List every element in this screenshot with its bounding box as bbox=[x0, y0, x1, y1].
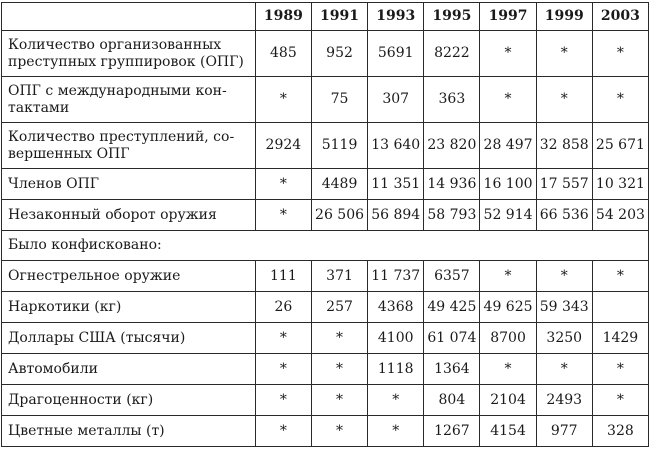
data-cell: 26 bbox=[255, 292, 311, 323]
table-row bbox=[2, 354, 649, 385]
data-cell: * bbox=[480, 354, 536, 385]
table-row bbox=[2, 385, 649, 416]
data-cell: 17 557 bbox=[536, 169, 592, 200]
data-cell: 61 074 bbox=[424, 323, 480, 354]
data-cell: * bbox=[311, 323, 367, 354]
data-cell: 363 bbox=[424, 77, 480, 123]
data-cell: 1429 bbox=[592, 323, 648, 354]
data-cell: 1364 bbox=[424, 354, 480, 385]
data-cell: * bbox=[255, 385, 311, 416]
year-header: 1997 bbox=[480, 3, 536, 31]
data-cell: 4154 bbox=[480, 416, 536, 447]
data-cell: 5119 bbox=[311, 123, 367, 169]
row-label: Количество организованных преступных группировок (ОПГ) bbox=[2, 31, 256, 77]
data-cell: 56 894 bbox=[368, 200, 424, 231]
row-label: Цветные металлы (т) bbox=[2, 416, 256, 447]
data-cell: * bbox=[592, 385, 648, 416]
data-cell: * bbox=[255, 354, 311, 385]
data-cell: * bbox=[255, 200, 311, 231]
data-cell: 32 858 bbox=[536, 123, 592, 169]
data-cell: 371 bbox=[311, 261, 367, 292]
data-cell: * bbox=[480, 77, 536, 123]
data-cell: * bbox=[536, 354, 592, 385]
table-row bbox=[2, 200, 649, 231]
data-cell: * bbox=[255, 169, 311, 200]
data-cell: 49 425 bbox=[424, 292, 480, 323]
year-header: 1993 bbox=[368, 3, 424, 31]
data-cell: 11 737 bbox=[368, 261, 424, 292]
data-cell: 16 100 bbox=[480, 169, 536, 200]
data-cell: 14 936 bbox=[424, 169, 480, 200]
data-cell: 26 506 bbox=[311, 200, 367, 231]
table-row bbox=[2, 77, 649, 123]
data-cell: 66 536 bbox=[536, 200, 592, 231]
data-cell: * bbox=[536, 261, 592, 292]
data-cell: 4489 bbox=[311, 169, 367, 200]
data-cell: 111 bbox=[255, 261, 311, 292]
data-cell: 49 625 bbox=[480, 292, 536, 323]
data-cell: 58 793 bbox=[424, 200, 480, 231]
data-cell: 1118 bbox=[368, 354, 424, 385]
data-cell: * bbox=[536, 31, 592, 77]
section-row bbox=[2, 231, 649, 261]
data-cell: * bbox=[480, 31, 536, 77]
document-page bbox=[0, 2, 650, 464]
table-row bbox=[2, 261, 649, 292]
data-cell: * bbox=[368, 416, 424, 447]
year-header: 1995 bbox=[424, 3, 480, 31]
data-cell: 2493 bbox=[536, 385, 592, 416]
row-label: Незаконный оборот оружия bbox=[2, 200, 256, 231]
data-cell: * bbox=[536, 77, 592, 123]
data-cell: 5691 bbox=[368, 31, 424, 77]
data-cell: * bbox=[592, 261, 648, 292]
data-cell: 804 bbox=[424, 385, 480, 416]
data-cell: * bbox=[592, 31, 648, 77]
data-cell: * bbox=[311, 416, 367, 447]
table-row bbox=[2, 123, 649, 169]
table-row bbox=[2, 169, 649, 200]
header-row bbox=[2, 3, 649, 31]
data-cell: 8222 bbox=[424, 31, 480, 77]
year-header: 1991 bbox=[311, 3, 367, 31]
data-cell: 23 820 bbox=[424, 123, 480, 169]
data-cell: 52 914 bbox=[480, 200, 536, 231]
data-cell: * bbox=[255, 77, 311, 123]
data-cell: * bbox=[480, 261, 536, 292]
data-cell: * bbox=[592, 354, 648, 385]
data-cell: 485 bbox=[255, 31, 311, 77]
data-cell: 4368 bbox=[368, 292, 424, 323]
data-cell bbox=[592, 292, 648, 323]
data-cell: * bbox=[255, 416, 311, 447]
data-cell: 977 bbox=[536, 416, 592, 447]
table-row bbox=[2, 416, 649, 447]
data-cell: 1267 bbox=[424, 416, 480, 447]
row-label: Доллары США (тысячи) bbox=[2, 323, 256, 354]
data-cell: 257 bbox=[311, 292, 367, 323]
data-cell: 8700 bbox=[480, 323, 536, 354]
data-cell: 25 671 bbox=[592, 123, 648, 169]
data-cell: 54 203 bbox=[592, 200, 648, 231]
data-cell: 328 bbox=[592, 416, 648, 447]
data-cell: 28 497 bbox=[480, 123, 536, 169]
data-cell: 11 351 bbox=[368, 169, 424, 200]
data-cell: 59 343 bbox=[536, 292, 592, 323]
data-cell: 75 bbox=[311, 77, 367, 123]
table-row bbox=[2, 292, 649, 323]
data-cell: * bbox=[368, 385, 424, 416]
data-cell: 952 bbox=[311, 31, 367, 77]
data-cell: 13 640 bbox=[368, 123, 424, 169]
data-cell: 6357 bbox=[424, 261, 480, 292]
row-label: Огнестрельное оружие bbox=[2, 261, 256, 292]
data-cell: 307 bbox=[368, 77, 424, 123]
data-cell: * bbox=[592, 77, 648, 123]
year-header: 1999 bbox=[536, 3, 592, 31]
row-label: Драгоценности (кг) bbox=[2, 385, 256, 416]
data-cell: 10 321 bbox=[592, 169, 648, 200]
row-label: Автомобили bbox=[2, 354, 256, 385]
year-header: 1989 bbox=[255, 3, 311, 31]
data-cell: * bbox=[311, 354, 367, 385]
row-label: ОПГ с международными кон-тактами bbox=[2, 77, 256, 123]
table-row bbox=[2, 31, 649, 77]
data-cell: 3250 bbox=[536, 323, 592, 354]
section-label: Было конфисковано: bbox=[2, 231, 649, 261]
data-cell: 2104 bbox=[480, 385, 536, 416]
table-row bbox=[2, 323, 649, 354]
year-header: 2003 bbox=[592, 3, 648, 31]
row-label: Количество преступлений, со-вершенных ОПГ bbox=[2, 123, 256, 169]
statistics-table bbox=[1, 2, 649, 447]
data-cell: * bbox=[255, 323, 311, 354]
data-cell: * bbox=[311, 385, 367, 416]
row-label: Членов ОПГ bbox=[2, 169, 256, 200]
data-cell: 4100 bbox=[368, 323, 424, 354]
row-label: Наркотики (кг) bbox=[2, 292, 256, 323]
data-cell: 2924 bbox=[255, 123, 311, 169]
corner-cell bbox=[2, 3, 256, 31]
